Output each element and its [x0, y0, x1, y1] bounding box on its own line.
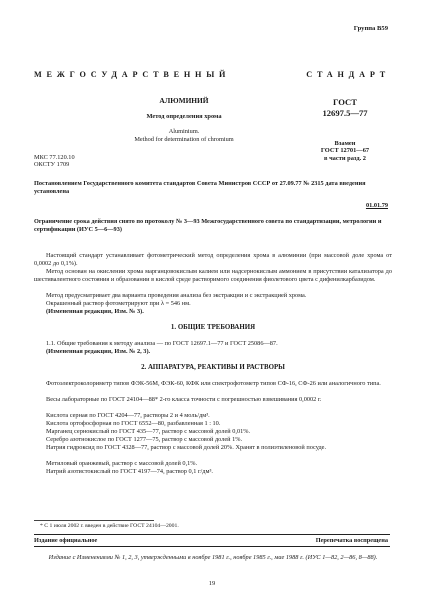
introduction-date: 01.01.79 [365, 202, 388, 209]
resolution-text: Постановлением Государственного комитета стандартов Совета Министров СССР от 27.09.77 № 2315 дата введения установлена [34, 180, 366, 195]
doc-subtitle-en: Method for determination of chromium [134, 136, 234, 143]
limit-text: Ограничение срока действия снято по протоколу № 3—93 Межгосударственного совета по стандартизации, метрологии и сертификации (ИУС 5—6—93) [34, 218, 382, 233]
list-item: Метиловый оранжевый, раствор с массовой долей 0,1%. [46, 460, 198, 467]
doc-title-en: Aluminium. [168, 128, 200, 135]
replaced-line-3: в части разд. 2 [324, 154, 366, 162]
section-1-paragraph: 1.1. Общие требования к методу анализа — по ГОСТ 12697.1—77 и ГОСТ 25086—87. [46, 340, 278, 347]
replaced-block [302, 140, 388, 162]
intro-paragraph-2: Метод основан на окислении хрома марганцовокислым калием или надсернокислым аммонием в присутствии катализатора до шестивалентного состояния и образовании в кислой среде растворимого соединения фиолетового цвета с дифенилкарбазидом. [34, 268, 392, 283]
intro-paragraph-1: Настоящий стандарт устанавливает фотометрический метод определения хрома в алюминии (при массовой доле хрома от 0,0002 до 0,1%). [34, 252, 392, 267]
title-block [34, 96, 334, 143]
gost-number: 12697.5—77 [322, 108, 368, 118]
masthead-left: МЕЖГОСУДАРСТВЕННЫЙ [34, 70, 231, 79]
replaced-line-2: ГОСТ 12701—67 [320, 147, 370, 155]
section-1-amendment: (Измененная редакция, Изм. № 2, 3). [46, 348, 151, 355]
list-item: Кислота серная по ГОСТ 4204—77, растворы 2 и 4 моль/дм³. [46, 412, 210, 419]
reprint-notice: Перепечатка воспрещена [315, 537, 388, 544]
list-item: Натрий азотистокислый по ГОСТ 4197—74, раствор 0,1 г/дм³. [46, 468, 213, 475]
page-number: 19 [208, 580, 216, 587]
edition-note: Издание с Изменениями № 1, 2, 3, утвержденными в ноябре 1981 г., ноябре 1985 г., мае 1988 г. (ИУС 1—82, 2—86, 8—88). [48, 554, 378, 561]
doc-subtitle: Метод определения хрома [146, 113, 222, 120]
footnote-divider [34, 520, 154, 521]
edition-divider-top [34, 534, 390, 535]
official-edition-label: Издание официальное [34, 537, 98, 544]
gost-label: ГОСТ [333, 97, 357, 107]
list-item: Весы лабораторные по ГОСТ 24104—88* 2-го класса точности с погрешностью взвешивания 0,0002 г. [46, 396, 322, 403]
classification-codes [34, 154, 75, 169]
section-1-heading: 1. ОБЩИЕ ТРЕБОВАНИЯ [170, 324, 256, 331]
doc-title: АЛЮМИНИЙ [159, 96, 209, 105]
masthead-right: СТАНДАРТ [306, 70, 390, 79]
intro-paragraph-3: Метод предусматривает два варианта проведения анализа без экстракции и с экстракцией хрома. [46, 292, 307, 299]
mks-code: МКС 77.120.10 [34, 154, 75, 161]
list-item: Марганец сернокислый по ГОСТ 435—77, раствор с массовой долей 0,01%. [46, 428, 251, 435]
intro-paragraph-4: Окрашенный раствор фотометрируют при λ = 546 нм. [46, 300, 191, 307]
group-code: Группа В59 [353, 25, 388, 32]
list-item: Фотоэлектроколориметр типов ФЭК-56М, ФЭК-60, КФК или спектрофотометр типов СФ-16, СФ-26 или аналогичного типа. [46, 380, 381, 387]
edition-divider-bottom [34, 546, 390, 547]
list-item: Серебро азотнокислое по ГОСТ 1277—75, раствор с массовой долей 1%. [46, 436, 243, 443]
okstu-code: ОКСТУ 1709 [34, 161, 70, 169]
masthead [34, 70, 390, 79]
section-2-heading: 2. АППАРАТУРА, РЕАКТИВЫ И РАСТВОРЫ [141, 364, 285, 371]
footnote: * С 1 июля 2002 г. введен в действие ГОСТ 24104—2001. [40, 523, 179, 529]
list-item: Кислота ортофосфорная по ГОСТ 6552—80, разбавленная 1 : 10. [46, 420, 221, 427]
list-item: Натрия гидроксид по ГОСТ 4328—77, раствор с массовой долей 20%. Хранят в полиэтиленовой посуде. [46, 444, 327, 451]
replaced-line-1: Взамен [334, 140, 356, 147]
intro-amendment: (Измененная редакция, Изм. № 3). [46, 308, 144, 315]
gost-block [302, 97, 388, 118]
